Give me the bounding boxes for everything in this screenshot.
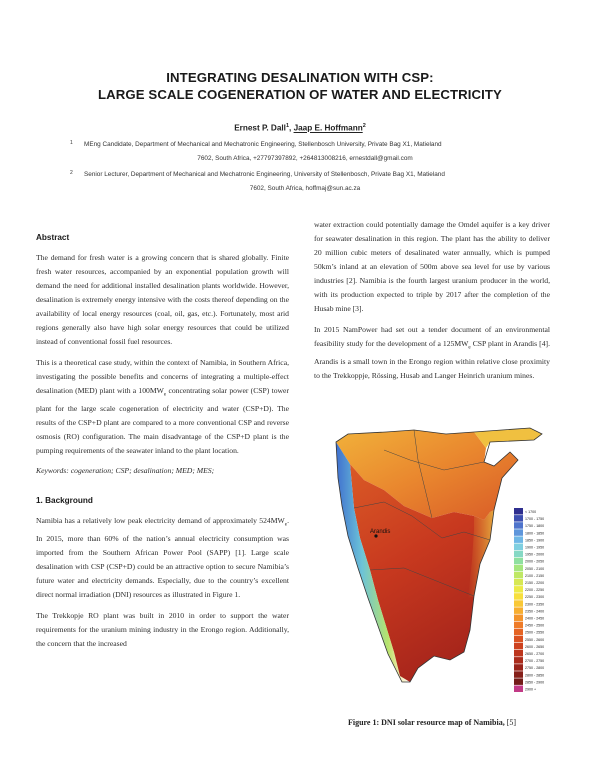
affiliation-1-number: 1 <box>70 140 73 146</box>
legend-swatch <box>514 600 523 607</box>
legend-label: 2000 - 2050 <box>525 559 545 564</box>
background-paragraph-1: Namibia has a relatively low peak electricity demand of approximately $524MW_e$. In 2015, more than 60% of the nation’s annual electricity consumption was imported from the Southern African Power Pool (SAPP) [1]. Large scale desalination with CSP (CSP+D) could be an attractive option to secure Namibia’s future water and electricity demands. Especially, due to the country’s excellent direct normal irradiation (DNI) resources as illustrated in Figure 1. <box>36 516 289 600</box>
author-line: Ernest P. Dall$^1$, Jaap E. Hoffmann$^2$ <box>234 123 366 133</box>
legend-label: 2900 + <box>525 687 537 692</box>
affiliation-2 <box>70 168 540 196</box>
legend-label: 1750 - 1800 <box>525 524 545 529</box>
author-1: Ernest P. Dall <box>234 123 286 133</box>
legend-label: 2200 - 2250 <box>525 588 545 593</box>
legend-label: 1850 - 1900 <box>525 538 545 543</box>
legend-swatch <box>514 664 523 671</box>
affiliation-1-line-1: MEng Candidate, Department of Mechanical and Mechatronic Engineering, Stellenbosch University, Private Bag X1, Matieland <box>84 141 442 148</box>
author-1-sup: 1 <box>285 123 289 129</box>
legend-label: 2750 - 2800 <box>525 666 545 671</box>
left-column <box>36 231 289 651</box>
legend-swatch <box>514 551 523 558</box>
figure-caption-ref: [5] <box>504 718 517 727</box>
legend-label: 2300 - 2350 <box>525 602 545 607</box>
affiliation-1 <box>70 138 540 166</box>
legend-label: 1700 - 1750 <box>525 517 545 522</box>
legend-swatch <box>514 636 523 643</box>
arandis-label: Arandis <box>370 529 391 535</box>
legend-swatch <box>514 522 523 529</box>
legend-swatch <box>514 678 523 685</box>
legend-swatch <box>514 565 523 572</box>
legend-swatch <box>514 593 523 600</box>
legend-swatch <box>514 572 523 579</box>
background-heading: 1. Background <box>36 496 93 506</box>
legend-label: 2600 - 2650 <box>525 644 545 649</box>
legend-label: < 1700 <box>525 510 537 514</box>
figure-caption-text: Figure 1: DNI solar resource map of Namibia, <box>347 718 505 727</box>
affiliation-2-line-2: 7602, South Africa, hoffmaj@sun.ac.za <box>249 185 361 192</box>
legend-label: 2050 - 2100 <box>525 566 545 571</box>
legend-label: 2800 - 2850 <box>525 673 545 678</box>
legend-label: 2850 - 2900 <box>525 680 545 685</box>
legend-label: 2350 - 2400 <box>525 609 545 614</box>
figure-caption <box>314 718 550 727</box>
legend-label: 2550 - 2600 <box>525 637 545 642</box>
legend-swatch <box>514 508 523 515</box>
legend-label: 1900 - 1950 <box>525 545 545 550</box>
title-line-2: LARGE SCALE COGENERATION OF WATER AND ELECTRICITY <box>98 87 502 102</box>
legend-label: 1800 - 1850 <box>525 531 545 536</box>
title-line-1: INTEGRATING DESALINATION WITH CSP: <box>166 70 434 85</box>
legend-label: 2100 - 2150 <box>525 573 545 578</box>
affiliation-2-line-1: Senior Lecturer, Department of Mechanical and Mechatronic Engineering, University of Stellenbosch, Private Bag X1, Matieland <box>84 171 445 178</box>
legend-swatch <box>514 657 523 664</box>
legend-swatch <box>514 579 523 586</box>
legend-swatch <box>514 529 523 536</box>
affiliation-2-number: 2 <box>70 170 73 176</box>
legend-swatch <box>514 544 523 551</box>
legend-swatch <box>514 515 523 522</box>
right-paragraph-1: water extraction could potentially damage the Omdel aquifer is a key driver for seawater desalination in this region. The plant has the ability to deliver 20 million cubic meters of desalinated water annually, which is pumped 50km’s inland at an elevation of 500m above sea level for use by various industries [2]. Namibia is the fourth largest uranium producer in the world, with its production expected to triple by 2017 after the completion of the Husab mine [3]. <box>314 220 550 314</box>
legend-label: 2700 - 2750 <box>525 659 545 664</box>
paper-title <box>0 69 600 103</box>
abstract-paragraph-2: This is a theoretical case study, within the context of Namibia, in Southern Africa, investigating the possible benefits and concerns of integrating a multiple-effect desalination (MED) plant with a $100MW_e$ concentrating solar power (CSP) tower plant for the large scale cogeneration of electricity and water (CSP+D). The results of the CSP+D plant are compared to a more conventional CSP and reverse osmosis (RO) configuration. The main disadvantage of the CSP+D plant is the pumping requirements of the seawater inland to the plant location. <box>36 358 289 456</box>
author-2-sup: 2 <box>362 123 366 129</box>
legend-label: 2500 - 2550 <box>525 630 545 635</box>
right-paragraph-2: In 2015 NamPower had set out a tender document of an environmental feasibility study for the development of a $125MW_e$ CSP plant in Arandis [4]. Arandis is a small town in the Erongo region within relative close proximity to the Trekkoppje, Rössing, Husab and Langer Heinrich uranium mines. <box>314 325 550 380</box>
legend-swatch <box>514 650 523 657</box>
author-2[interactable]: Jaap E. Hoffmann <box>293 123 363 133</box>
legend-swatch <box>514 607 523 614</box>
legend-swatch <box>514 615 523 622</box>
legend-swatch <box>514 629 523 636</box>
legend-swatch <box>514 686 523 693</box>
abstract-paragraph-1: The demand for fresh water is a growing concern that is shared globally. Finite fresh water resources, accompanied by an exponential population growth will demand the need for additional installed desalination plants worldwide. However, desalination is extremely energy intensive with the costs thereof depending on the availability of local energy resources (coal, oil, gas, etc.). Fortunately, most arid regions generally also have high solar energy resources that could be utilized instead of conventional fossil fuel resources. <box>36 253 289 347</box>
legend-label: 2650 - 2700 <box>525 652 545 656</box>
legend-label: 2400 - 2450 <box>525 616 545 621</box>
legend-label: 2150 - 2200 <box>525 581 545 585</box>
keywords: Keywords: cogeneration; CSP; desalination; MED; MES; <box>36 466 215 476</box>
right-column <box>314 218 550 383</box>
legend-label: 2450 - 2500 <box>525 623 545 628</box>
legend-label: 2250 - 2300 <box>525 595 545 600</box>
legend-swatch <box>514 586 523 593</box>
dni-map-figure <box>314 420 550 718</box>
legend-swatch <box>514 558 523 565</box>
affiliation-1-line-2: 7602, South Africa, +27797397892, +264813008216, ernestdall@gmail.com <box>197 155 413 162</box>
abstract-heading: Abstract <box>36 233 70 242</box>
legend-swatch <box>514 536 523 543</box>
legend-swatch <box>514 643 523 650</box>
legend-swatch <box>514 622 523 629</box>
legend-label: 1950 - 2000 <box>525 552 545 557</box>
background-paragraph-2: The Trekkopje RO plant was built in 2010 in order to support the water requirements for the uranium mining industry in the Erongo region. Additionally, the concern that the increased <box>36 611 289 649</box>
legend-swatch <box>514 671 523 678</box>
